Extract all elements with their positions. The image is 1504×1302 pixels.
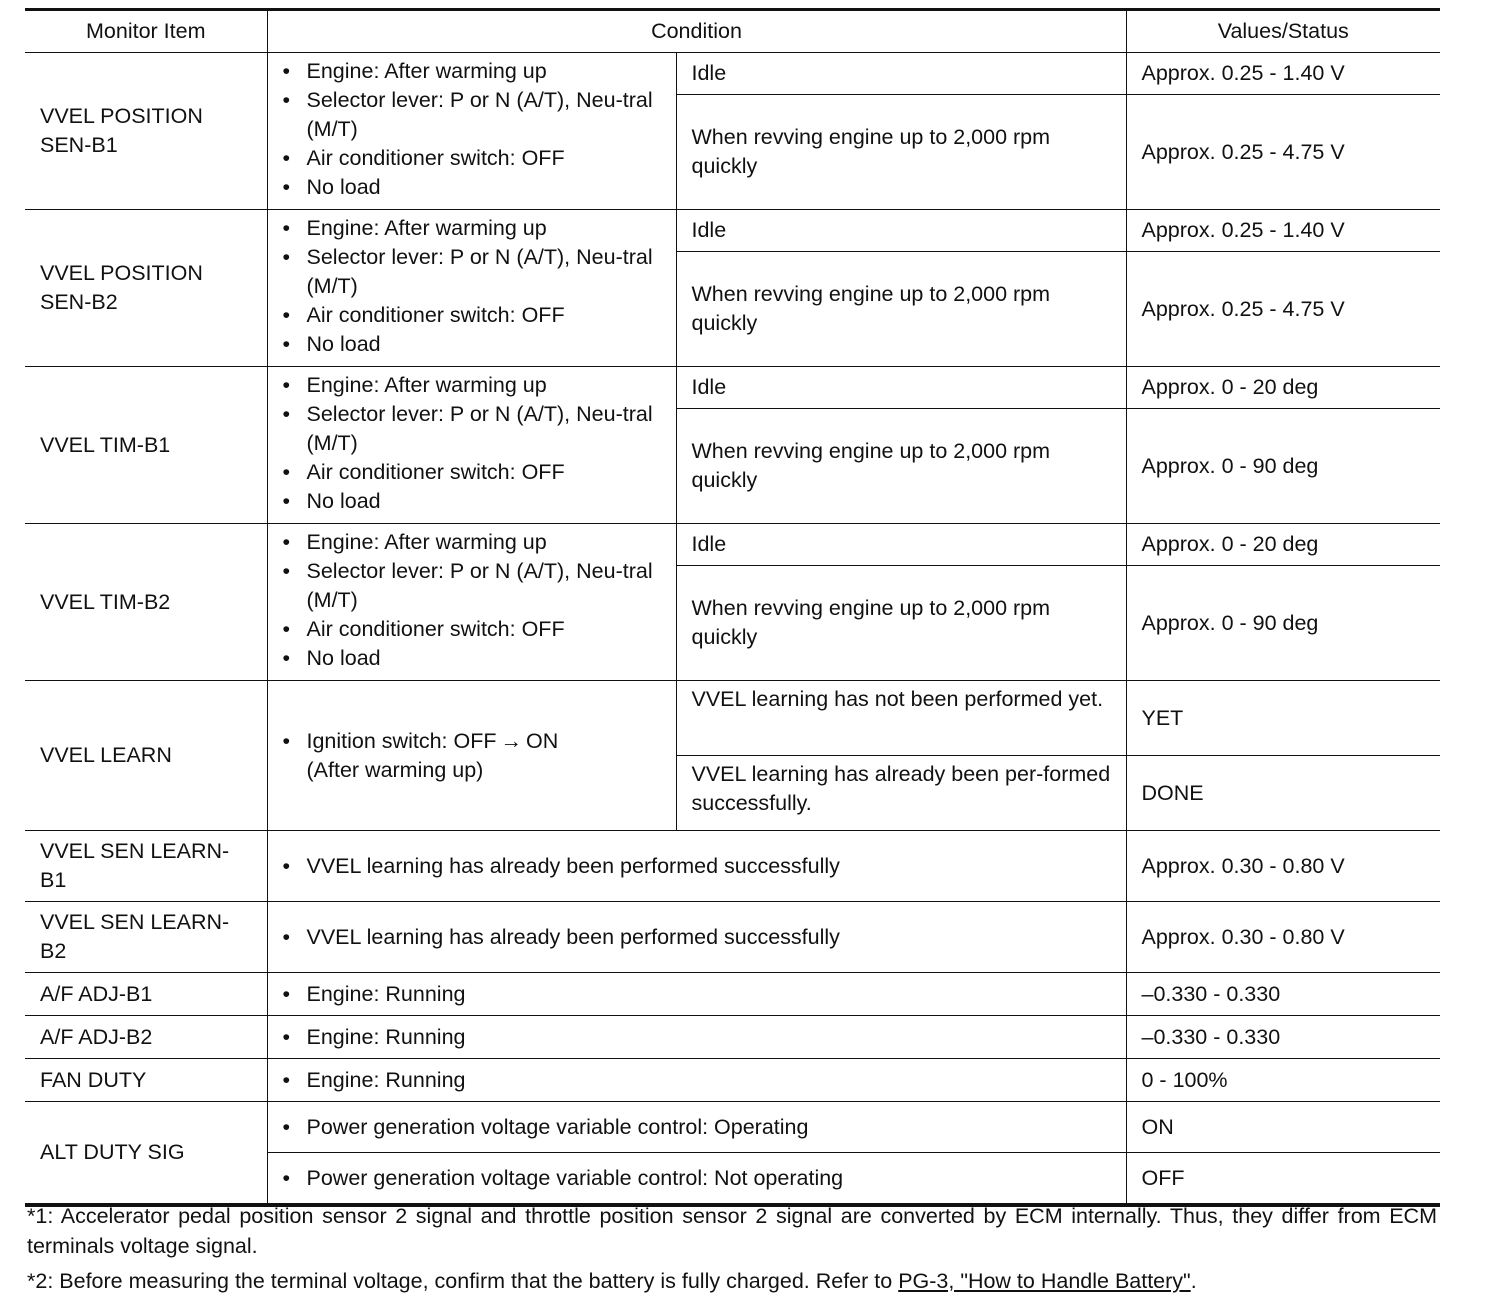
monitor-item-cell: VVEL SEN LEARN-B1 bbox=[25, 831, 267, 902]
monitor-item-cell: FAN DUTY bbox=[25, 1059, 267, 1102]
sub-condition-cell: Idle bbox=[676, 210, 1126, 252]
value-cell: Approx. 0 - 90 deg bbox=[1126, 409, 1440, 524]
monitor-item-cell: VVEL TIM-B2 bbox=[25, 524, 267, 681]
value-cell: YET bbox=[1126, 681, 1440, 756]
table-row bbox=[25, 831, 1440, 902]
condition-cell bbox=[267, 902, 1126, 973]
value-cell: –0.330 - 0.330 bbox=[1126, 1016, 1440, 1059]
value-cell: Approx. 0.30 - 0.80 V bbox=[1126, 831, 1440, 902]
table-row bbox=[25, 681, 1440, 756]
condition-cell bbox=[267, 831, 1126, 902]
monitor-item-cell: A/F ADJ-B2 bbox=[25, 1016, 267, 1059]
value-cell: Approx. 0 - 20 deg bbox=[1126, 367, 1440, 409]
value-cell: 0 - 100% bbox=[1126, 1059, 1440, 1102]
condition-list-item: • Engine: After warming up bbox=[280, 371, 666, 400]
condition-list-item: • Engine: After warming up bbox=[280, 57, 666, 86]
footnote-2 bbox=[27, 1266, 1437, 1296]
table-row bbox=[25, 524, 1440, 566]
value-cell: Approx. 0.25 - 4.75 V bbox=[1126, 252, 1440, 367]
condition-list-item: • Selector lever: P or N (A/T), Neu-tral (M/T) bbox=[280, 86, 666, 144]
table-header-row bbox=[25, 10, 1440, 53]
condition-list-cell bbox=[267, 210, 676, 367]
value-cell: Approx. 0.25 - 1.40 V bbox=[1126, 210, 1440, 252]
table-row bbox=[25, 1059, 1440, 1102]
condition-cell bbox=[267, 1102, 1126, 1153]
value-cell: Approx. 0.30 - 0.80 V bbox=[1126, 902, 1440, 973]
header-condition: Condition bbox=[267, 10, 1126, 53]
condition-list-item: • No load bbox=[280, 173, 666, 202]
condition-list-cell bbox=[267, 524, 676, 681]
table-row bbox=[25, 1016, 1440, 1059]
condition-list-item: • Engine: Running bbox=[280, 1023, 1116, 1052]
battery-reference-link[interactable]: PG-3, "How to Handle Battery" bbox=[898, 1269, 1191, 1293]
condition-list-item: • Air conditioner switch: OFF bbox=[280, 301, 666, 330]
sub-condition-cell: Idle bbox=[676, 367, 1126, 409]
condition-list-item: • Engine: Running bbox=[280, 980, 1116, 1009]
condition-list-item: • Air conditioner switch: OFF bbox=[280, 615, 666, 644]
condition-cell bbox=[267, 1153, 1126, 1206]
condition-list-item: • VVEL learning has already been performed successfully bbox=[280, 923, 1116, 952]
condition-list-item: • No load bbox=[280, 330, 666, 359]
condition-list bbox=[280, 371, 666, 516]
condition-list-item: • VVEL learning has already been performed successfully bbox=[280, 852, 1116, 881]
footnote-1: *1: Accelerator pedal position sensor 2 signal and throttle position sensor 2 signal are converted by ECM internally. Thus, they differ from ECM terminals voltage signal. bbox=[27, 1204, 1437, 1258]
monitor-item-cell: VVEL TIM-B1 bbox=[25, 367, 267, 524]
monitor-table bbox=[25, 8, 1440, 1207]
table-row bbox=[25, 973, 1440, 1016]
sub-condition-cell: Idle bbox=[676, 524, 1126, 566]
condition-list-item: • Air conditioner switch: OFF bbox=[280, 144, 666, 173]
condition-list bbox=[280, 214, 666, 359]
table-row bbox=[25, 53, 1440, 95]
condition-note: (After warming up) bbox=[306, 757, 484, 782]
condition-list-item: • No load bbox=[280, 487, 666, 516]
value-cell: OFF bbox=[1126, 1153, 1440, 1206]
sub-condition-cell: When revving engine up to 2,000 rpm quickly bbox=[676, 566, 1126, 681]
condition-cell bbox=[267, 1016, 1126, 1059]
value-cell: ON bbox=[1126, 1102, 1440, 1153]
condition-list-item: • Air conditioner switch: OFF bbox=[280, 458, 666, 487]
condition-list-item: • Engine: After warming up bbox=[280, 528, 666, 557]
header-monitor-item: Monitor Item bbox=[25, 10, 267, 53]
monitor-item-cell: VVEL LEARN bbox=[25, 681, 267, 831]
table-row bbox=[25, 1102, 1440, 1153]
sub-condition-cell: VVEL learning has already been per-formed successfully. bbox=[676, 756, 1126, 831]
condition-list-item: • Selector lever: P or N (A/T), Neu-tral (M/T) bbox=[280, 400, 666, 458]
footnote-2-text: *2: Before measuring the terminal voltage, confirm that the battery is fully charged. Refer to bbox=[27, 1269, 899, 1293]
condition-list-item: • Engine: Running bbox=[280, 1066, 1116, 1095]
header-values-status: Values/Status bbox=[1126, 10, 1440, 53]
condition-list-item: • Selector lever: P or N (A/T), Neu-tral (M/T) bbox=[280, 557, 666, 615]
monitor-item-cell: VVEL SEN LEARN-B2 bbox=[25, 902, 267, 973]
monitor-item-cell: A/F ADJ-B1 bbox=[25, 973, 267, 1016]
condition-list-cell bbox=[267, 53, 676, 210]
right-arrow-icon: → bbox=[500, 728, 522, 753]
monitor-item-cell: VVEL POSITION SEN-B1 bbox=[25, 53, 267, 210]
sub-condition-cell: When revving engine up to 2,000 rpm quickly bbox=[676, 409, 1126, 524]
table-row bbox=[25, 367, 1440, 409]
condition-list-cell bbox=[267, 681, 676, 831]
condition-list-item: • Selector lever: P or N (A/T), Neu-tral (M/T) bbox=[280, 243, 666, 301]
table-row bbox=[25, 210, 1440, 252]
monitor-item-cell: VVEL POSITION SEN-B2 bbox=[25, 210, 267, 367]
condition-list-item: • Engine: After warming up bbox=[280, 214, 666, 243]
condition-text: ON bbox=[525, 728, 559, 753]
condition-list-item bbox=[280, 727, 666, 785]
monitor-item-cell: ALT DUTY SIG bbox=[25, 1102, 267, 1206]
condition-list-item: • Power generation voltage variable control: Not operating bbox=[280, 1164, 1116, 1193]
sub-condition-cell: VVEL learning has not been performed yet. bbox=[676, 681, 1126, 756]
condition-list bbox=[280, 57, 666, 202]
condition-list-cell bbox=[267, 367, 676, 524]
value-cell: Approx. 0 - 20 deg bbox=[1126, 524, 1440, 566]
condition-list-item: • Power generation voltage variable control: Operating bbox=[280, 1113, 1116, 1142]
footnote-2-end: . bbox=[1190, 1269, 1197, 1293]
sub-condition-cell: Idle bbox=[676, 53, 1126, 95]
condition-list bbox=[280, 528, 666, 673]
sub-condition-cell: When revving engine up to 2,000 rpm quickly bbox=[676, 252, 1126, 367]
value-cell: Approx. 0.25 - 4.75 V bbox=[1126, 95, 1440, 210]
value-cell: DONE bbox=[1126, 756, 1440, 831]
condition-cell bbox=[267, 1059, 1126, 1102]
value-cell: Approx. 0.25 - 1.40 V bbox=[1126, 53, 1440, 95]
value-cell: Approx. 0 - 90 deg bbox=[1126, 566, 1440, 681]
condition-list-item: • No load bbox=[280, 644, 666, 673]
table-row bbox=[25, 902, 1440, 973]
sub-condition-cell: When revving engine up to 2,000 rpm quickly bbox=[676, 95, 1126, 210]
condition-list bbox=[280, 727, 666, 785]
condition-cell bbox=[267, 973, 1126, 1016]
condition-text: Ignition switch: OFF bbox=[306, 728, 497, 753]
value-cell: –0.330 - 0.330 bbox=[1126, 973, 1440, 1016]
